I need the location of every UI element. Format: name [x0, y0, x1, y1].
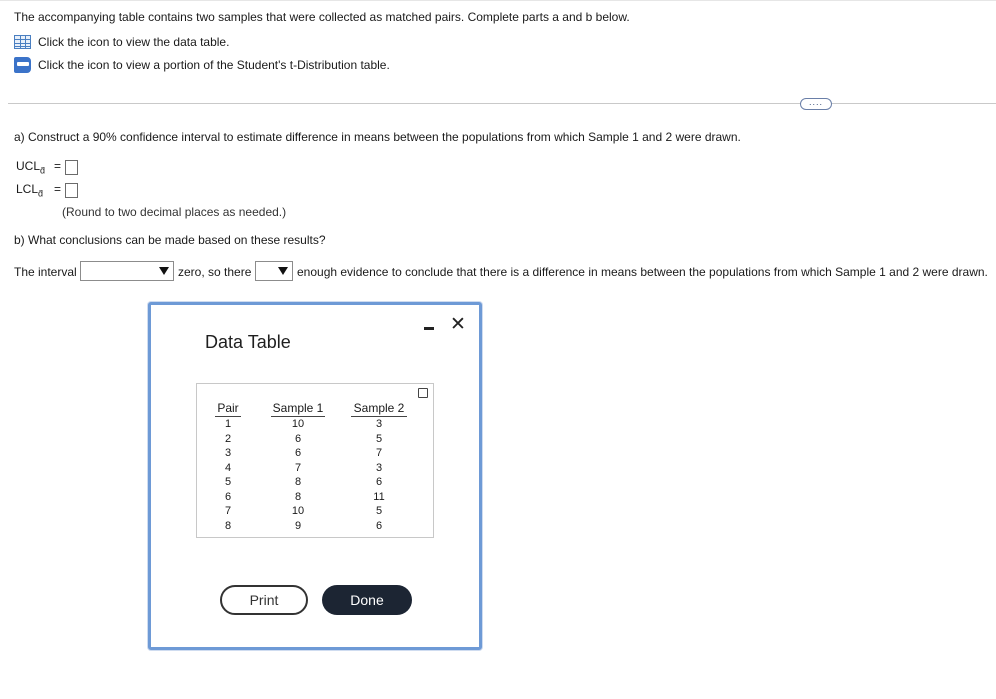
table-cell: 6	[294, 447, 302, 459]
sample1-column	[271, 401, 325, 533]
part-b-question: b) What conclusions can be made based on these results?	[14, 233, 326, 247]
table-cell: 5	[224, 476, 232, 488]
table-cell: 7	[294, 461, 302, 474]
t-table-link-text[interactable]: Click the icon to view a portion of the Student's t-Distribution table.	[38, 58, 390, 72]
table-cell: 10	[291, 505, 305, 517]
table-cell: 7	[375, 447, 383, 459]
pair-header: Pair	[215, 401, 241, 417]
ucl-subscript: d̄	[40, 165, 46, 176]
close-icon[interactable]: ✕	[450, 314, 466, 335]
section-divider	[8, 103, 996, 104]
table-cell: 6	[224, 490, 232, 503]
ucl-label-text: UCL	[16, 159, 41, 173]
table-cell: 11	[373, 490, 385, 503]
ucl-answer-input[interactable]	[65, 160, 78, 175]
table-cell: 2	[224, 432, 232, 445]
sample2-header: Sample 2	[351, 401, 407, 417]
copy-icon[interactable]	[418, 388, 428, 398]
table-cell: 3	[375, 461, 383, 474]
t-table-link[interactable]	[14, 57, 390, 73]
table-cell: 7	[224, 505, 232, 517]
table-icon[interactable]	[14, 35, 31, 49]
sample2-column	[351, 401, 407, 533]
zero-so-there-text: zero, so there	[178, 265, 252, 279]
table-cell: 5	[375, 432, 383, 445]
lcl-equals: =	[54, 182, 62, 196]
table-cell: 1	[224, 418, 232, 430]
top-border	[0, 0, 996, 1]
table-cell: 9	[294, 519, 302, 532]
book-icon[interactable]	[14, 57, 31, 73]
table-cell: 6	[375, 476, 383, 488]
more-button[interactable]: ....	[800, 98, 832, 110]
table-cell: 10	[291, 418, 305, 430]
problem-intro: The accompanying table contains two samples that were collected as matched pairs. Complete parts a and b below.	[14, 10, 630, 24]
table-cell: 3	[375, 418, 383, 430]
minimize-icon[interactable]	[424, 327, 434, 330]
dropdown-arrow-icon[interactable]	[159, 267, 169, 275]
print-button[interactable]: Print	[220, 585, 308, 615]
interval-label: The interval	[14, 265, 77, 279]
table-cell: 8	[294, 490, 302, 503]
table-cell: 6	[294, 432, 302, 445]
data-table	[196, 383, 434, 538]
lcl-answer-input[interactable]	[65, 183, 78, 198]
table-cell: 8	[224, 519, 232, 532]
rounding-hint: (Round to two decimal places as needed.)	[62, 205, 287, 219]
data-table-link-text[interactable]: Click the icon to view the data table.	[38, 35, 230, 49]
lcl-label	[16, 182, 43, 198]
interval-contains-dropdown[interactable]	[80, 261, 174, 281]
table-cell: 3	[224, 447, 232, 459]
pair-column	[215, 401, 241, 533]
ucl-equals: =	[54, 159, 62, 173]
lcl-label-text: LCL	[16, 182, 39, 196]
table-cell: 8	[294, 476, 302, 488]
evidence-dropdown[interactable]	[255, 261, 293, 281]
dropdown-arrow-icon[interactable]	[278, 267, 288, 275]
ucl-label	[16, 159, 45, 175]
table-cell: 5	[375, 505, 383, 517]
sample1-header: Sample 1	[272, 401, 324, 415]
data-table-link[interactable]	[14, 35, 229, 49]
table-cell: 4	[224, 461, 232, 474]
done-button[interactable]: Done	[322, 585, 412, 615]
dialog-title: Data Table	[205, 332, 291, 352]
lcl-subscript: d̄	[38, 188, 44, 199]
part-a-question: a) Construct a 90% confidence interval to estimate difference in means between the populations from which Sample 1 and 2 were drawn.	[14, 130, 741, 144]
data-table-dialog	[148, 302, 482, 650]
table-cell: 6	[375, 519, 383, 532]
conclusion-text: enough evidence to conclude that there is a difference in means between the populations from which Sample 1 and 2 were drawn.	[297, 265, 988, 279]
